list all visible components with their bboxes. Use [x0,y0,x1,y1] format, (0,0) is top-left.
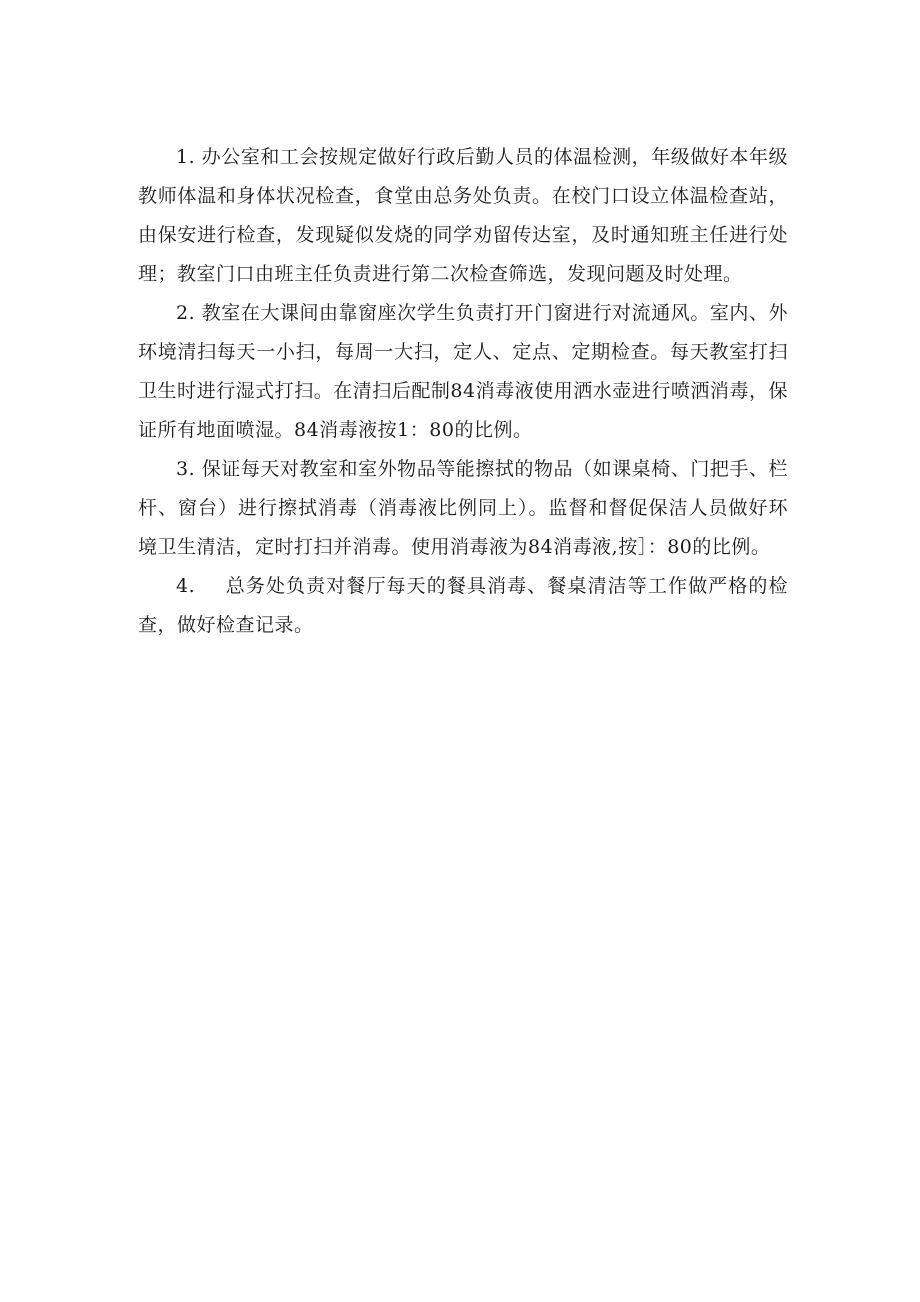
paragraph-4-text: 总务处负责对餐厅每天的餐具消毒、餐桌清洁等工作做严格的检查，做好检查记录。 [138,575,788,636]
paragraph-3-number: 3. [176,458,196,480]
paragraph-2 [138,294,788,450]
paragraph-4-number: 4. [176,575,196,597]
paragraph-2-text: 教室在大课间由靠窗座次学生负责打开门窗进行对流通风。室内、外环境清扫每天一小扫，每周一大扫，定人、定点、定期检查。每天教室打扫卫生时进行湿式打扫。在清扫后配制84消毒液使用洒水壶进行喷洒消毒，保证所有地面喷湿。84消毒液按1：80的比例。 [138,302,788,441]
paragraph-2-number: 2. [176,302,196,324]
paragraph-3-text: 保证每天对教室和室外物品等能擦拭的物品（如课桌椅、门把手、栏杆、窗台）进行擦拭消毒（消毒液比例同上）。监督和督促保洁人员做好环境卫生清洁，定时打扫并消毒。使用消毒液为84消毒液,按］：80的比例。 [138,458,788,558]
document-body [138,138,788,645]
paragraph-3 [138,450,788,567]
paragraph-1-text: 办公室和工会按规定做好行政后勤人员的体温检测，年级做好本年级教师体温和身体状况检查，食堂由总务处负责。在校门口设立体温检查站，由保安进行检查，发现疑似发烧的同学劝留传达室，及时通知班主任进行处理；教室门口由班主任负责进行第二次检查筛选，发现问题及时处理。 [138,146,788,285]
paragraph-1 [138,138,788,294]
paragraph-1-number: 1. [176,146,196,168]
paragraph-4 [138,567,788,645]
